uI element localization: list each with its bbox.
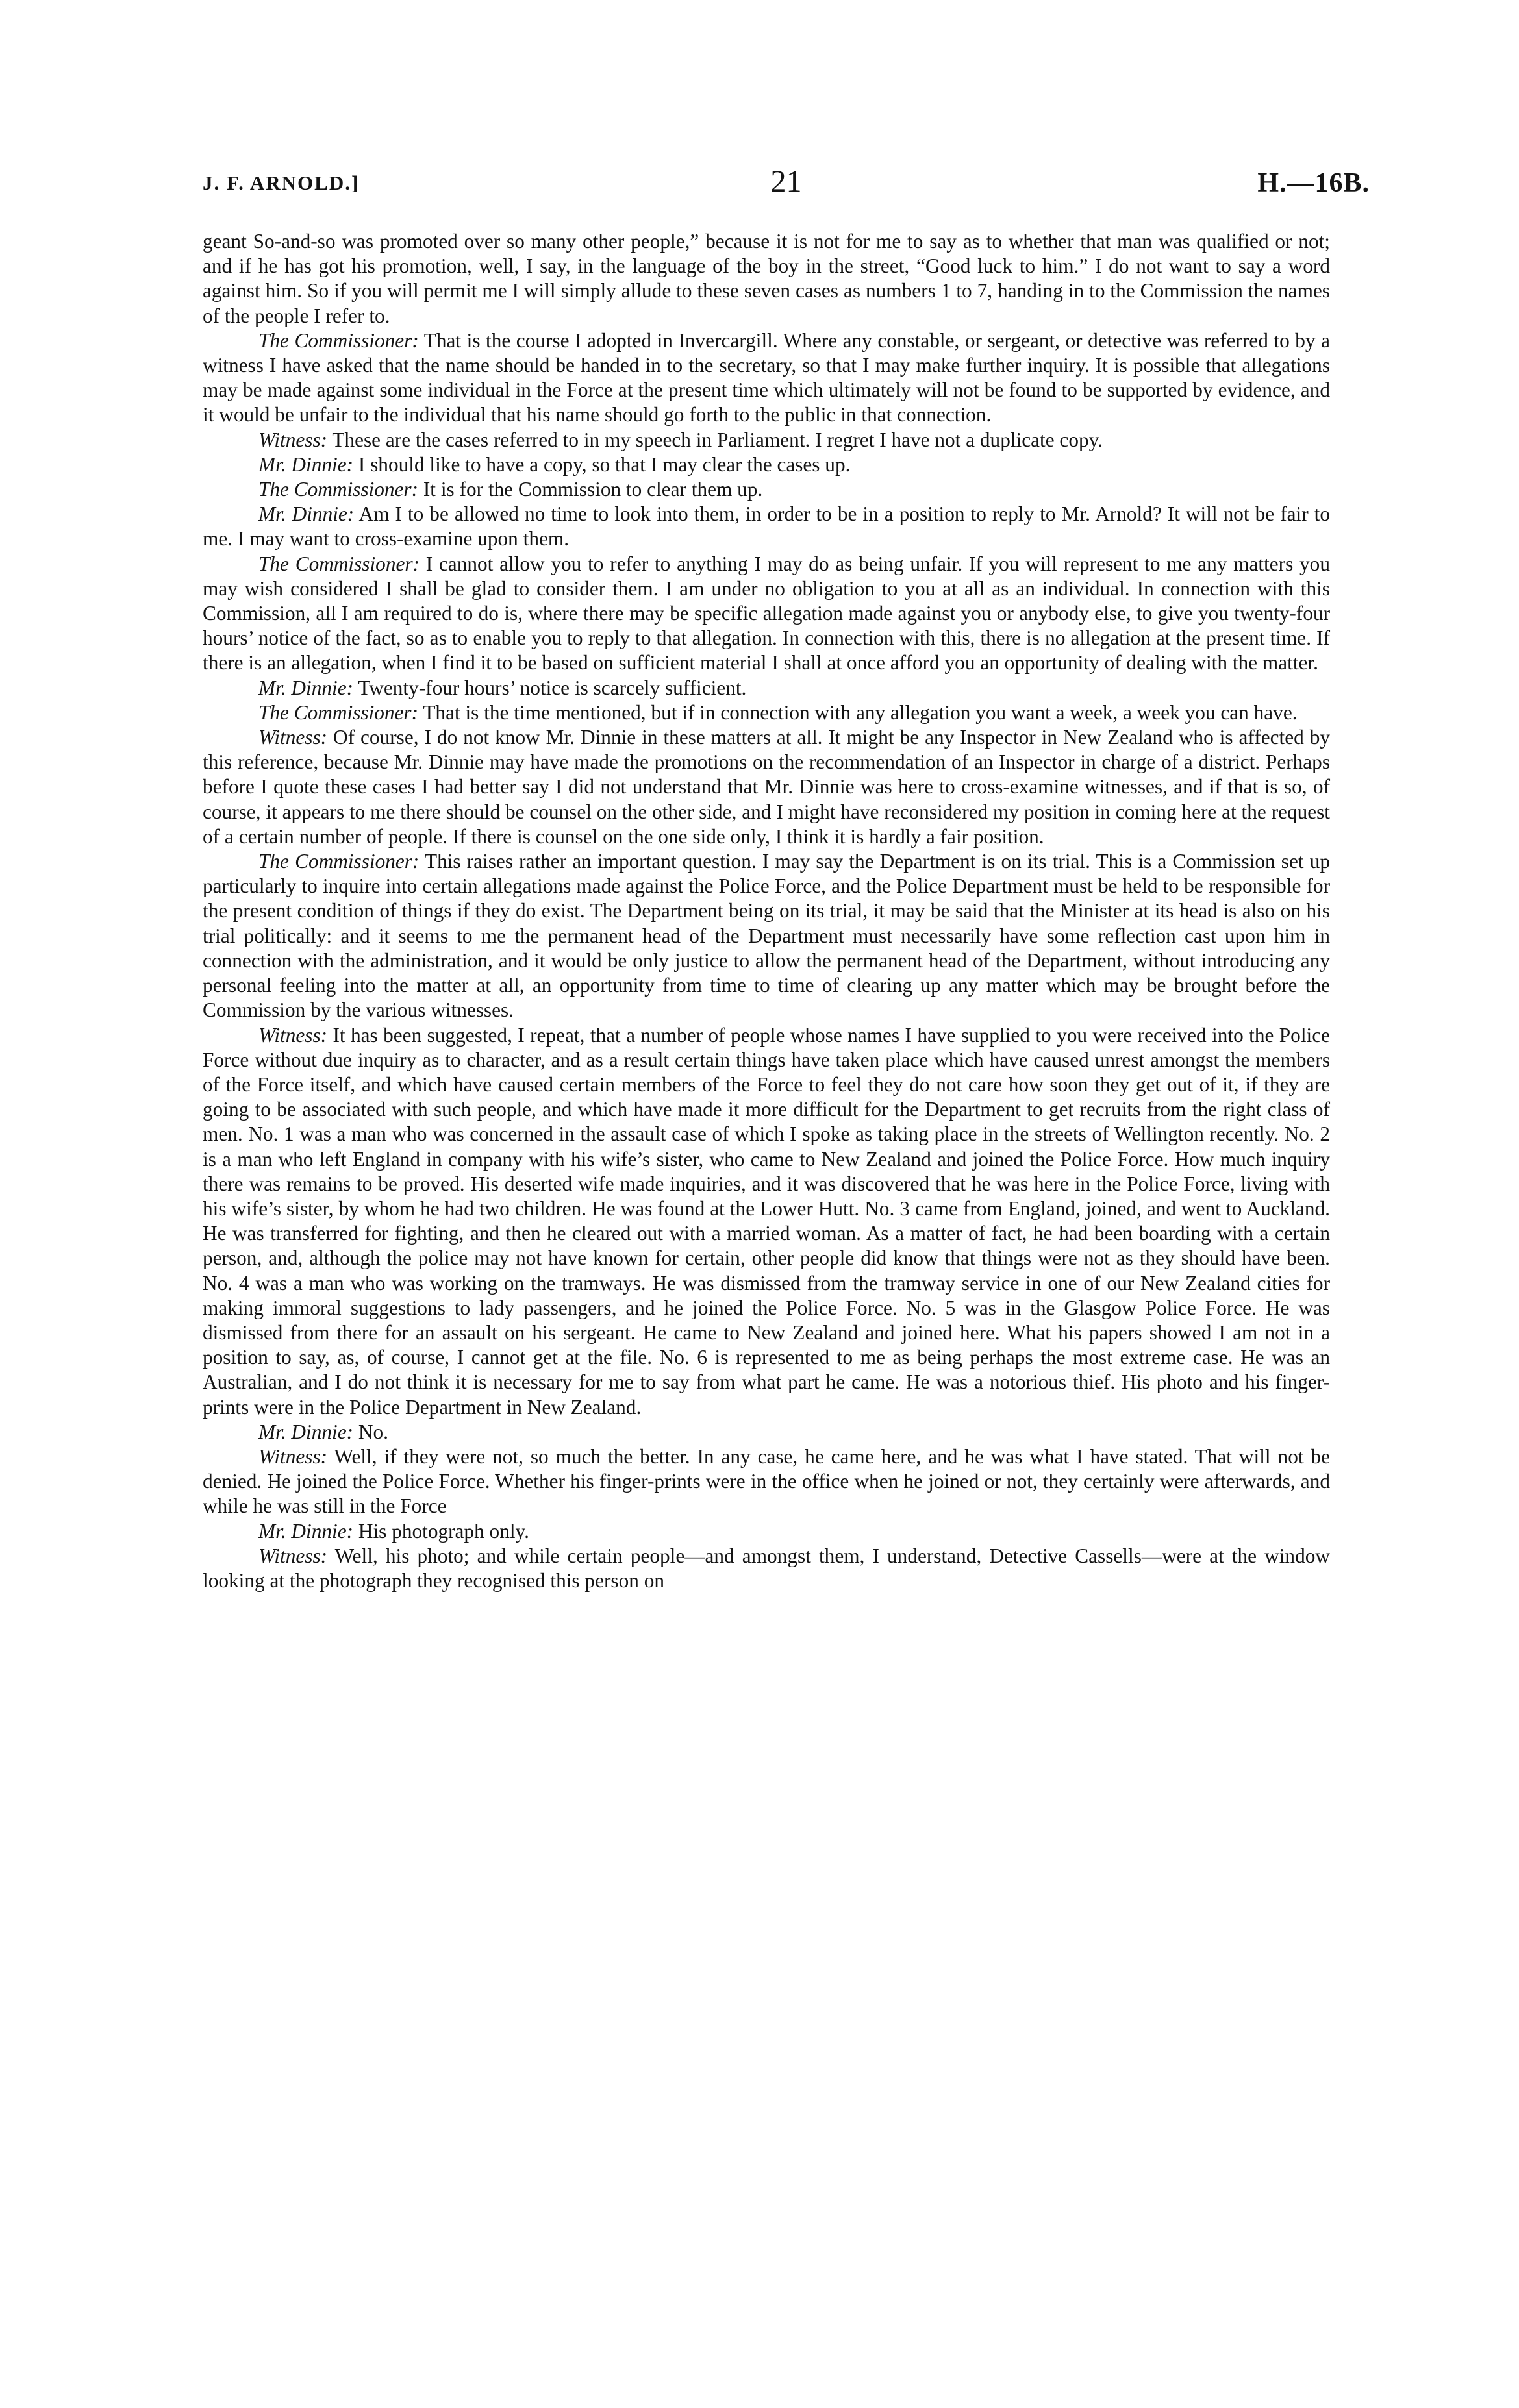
paragraph-text: geant So-and-so was promoted over so many other people,” because it is not for me to say as to whether that man was qualified or not; and if he has got his promotion, well, I say, in the language of the boy in the street, “Good luck to him.” I do not want to say a word against him. So if you will permit me I will simply allude to these seven cases as numbers 1 to 7, handing in to the Commission the names of the people I refer to. — [203, 230, 1330, 327]
speaker-label: Witness: — [258, 1023, 328, 1047]
speaker-label: Mr. Dinnie: — [258, 1420, 354, 1443]
paragraph — [203, 477, 1330, 502]
paragraph — [203, 1445, 1330, 1519]
paragraph — [203, 1544, 1330, 1593]
paragraph — [203, 676, 1330, 701]
speaker-label: The Commissioner: — [258, 850, 420, 873]
speaker-label: The Commissioner: — [258, 552, 420, 575]
speaker-label: Mr. Dinnie: — [258, 503, 355, 526]
speaker-label: Mr. Dinnie: — [258, 676, 354, 699]
paragraph — [203, 329, 1330, 428]
paragraph-continuation — [203, 229, 1330, 329]
paragraph-text: It has been suggested, I repeat, that a number of people whose names I have supplied to you were received into the Police Force without due inquiry as to character, and as a result certain things have taken place which have caused unrest amongst the members of the Force itself, and which have caused certain members of the Force to feel they do not care how soon they get out of it, if they are going to be associated with such people, and which have made it more difficult for the Department to get recruits from the right class of men. No. 1 was a man who was concerned in the assault case of which I spoke as taking place in the streets of Wellington recently. No. 2 is a man who left England in company with his wife’s sister, who came to New Zealand and joined the Police Force. How much inquiry there was remains to be proved. His deserted wife made inquiries, and it was discovered that he was here in the Police Force, living with his wife’s sister, by whom he had two children. He was found at the Lower Hutt. No. 3 came from England, joined, and went to Auckland. He was transferred for fighting, and then he cleared out with a married woman. As a matter of fact, he had been boarding with a certain person, and, although the police may not have known for certain, other people did know that things were not as they should have been. No. 4 was a man who was working on the tramways. He was dismissed from the tramway service in one of our New Zealand cities for making immoral suggestions to lady passengers, and he joined the Police Force. No. 5 was in the Glasgow Police Force. He was dismissed from there for an assault on his sergeant. He came to New Zealand and joined here. What his papers showed I am not in a position to say, as, of course, I cannot get at the file. No. 6 is represented to me as being perhaps the most extreme case. He was an Australian, and I do not think it is necessary for me to say from what part he came. He was a notorious thief. His photo and his finger-prints were in the Police Department in New Zealand. — [203, 1023, 1331, 1419]
page-number: 21 — [770, 164, 802, 199]
paragraph — [203, 849, 1330, 1023]
paragraph-text: Well, his photo; and while certain people—and amongst them, I understand, Detective Cassells—were at the window looking at the photograph they recognised this person on — [203, 1544, 1330, 1592]
paragraph — [203, 428, 1330, 453]
paragraph-text: Am I to be allowed no time to look into them, in order to be in a position to reply to Mr. Arnold? It will not be fair to me. I may want to cross-examine upon them. — [203, 503, 1330, 551]
transcript-body — [203, 229, 1330, 1593]
speaker-label: Witness: — [258, 1544, 328, 1567]
speaker-label: The Commissioner: — [258, 329, 419, 352]
paragraph-text: I should like to have a copy, so that I may clear the cases up. — [358, 453, 851, 476]
paragraph-text: No. — [358, 1420, 388, 1443]
paragraph — [203, 552, 1330, 676]
speaker-label: Witness: — [258, 726, 328, 749]
paragraph — [203, 1420, 1330, 1445]
paragraph-text: Well, if they were not, so much the better. In any case, he came here, and he was what I have stated. That will not be denied. He joined the Police Force. Whether his finger-prints were in the office when he joined or not, they certainly were afterwards, and while he was still in the Force — [203, 1445, 1330, 1518]
paragraph — [203, 701, 1330, 725]
paragraph — [203, 1519, 1330, 1544]
paragraph — [203, 725, 1330, 849]
speaker-label: The Commissioner: — [258, 478, 419, 501]
speaker-label: The Commissioner: — [258, 701, 419, 724]
paragraph-text: That is the time mentioned, but if in connection with any allegation you want a week, a week you can have. — [423, 701, 1298, 724]
paragraph-text: Twenty-four hours’ notice is scarcely sufficient. — [358, 676, 747, 699]
speaker-label: Witness: — [258, 428, 328, 451]
speaker-label: Witness: — [258, 1445, 328, 1468]
paragraph — [203, 502, 1330, 551]
page-header — [203, 164, 1370, 206]
paragraph-text: It is for the Commission to clear them up. — [423, 478, 763, 501]
paragraph-text: That is the course I adopted in Invercargill. Where any constable, or sergeant, or detective was referred to by a witness I have asked that the name should be handed in to the secretary, so that I may make further inquiry. It is possible that allegations may be made against some individual in the Force at the present time which ultimately will not be found to be supported by evidence, and it would be unfair to the individual that his name should go forth to the public in that connection. — [203, 329, 1330, 427]
speaker-label: Mr. Dinnie: — [258, 1519, 354, 1543]
paragraph — [203, 1023, 1330, 1420]
paragraph-text: His photograph only. — [358, 1519, 529, 1543]
paragraph-text: Of course, I do not know Mr. Dinnie in these matters at all. It might be any Inspector in New Zealand who is affected by this reference, because Mr. Dinnie may have made the promotions on the recommendation of an Inspector in charge of a district. Perhaps before I quote these cases I had better say I did not understand that Mr. Dinnie was here to cross-examine witnesses, and if that is so, of course, it appears to me there should be counsel on the other side, and I might have reconsidered my position in coming here at the request of a certain number of people. If there is counsel on the one side only, I think it is hardly a fair position. — [203, 726, 1331, 848]
paragraph-text: This raises rather an important question. I may say the Department is on its trial. This is a Commission set up particularly to inquire into certain allegations made against the Police Force, and the Police Department must be held to be responsible for the present condition of things if they do exist. The Department being on its trial, it may be said that the Minister at its head is also on his trial politically: and it seems to me the permanent head of the Department must necessarily have some reflection cast upon him in connection with the administration, and it would be only justice to allow the permanent head of the Department, without introducing any personal feeling into the matter at all, an opportunity from time to time of clearing up any matter which may be brought before the Commission by the various witnesses. — [203, 850, 1330, 1022]
speaker-label: Mr. Dinnie: — [258, 453, 354, 476]
document-reference: H.—16B. — [1257, 168, 1370, 198]
paragraph — [203, 453, 1330, 477]
paragraph-text: I cannot allow you to refer to anything I may do as being unfair. If you will represent to me any matters you may wish considered I shall be glad to consider them. I am under no obligation to you at all as an individual. In connection with this Commission, all I am required to do is, where there may be specific allegation made against you or anybody else, to give you twenty-four hours’ notice of the fact, so as to enable you to reply to that allegation. In connection with this, there is no allegation at the present time. If there is an allegation, when I find it to be based on sufficient material I shall at once afford you an opportunity of dealing with the matter. — [203, 552, 1330, 675]
paragraph-text: These are the cases referred to in my speech in Parliament. I regret I have not a duplicate copy. — [332, 428, 1103, 451]
header-witness-name: J. F. ARNOLD.] — [203, 171, 360, 194]
